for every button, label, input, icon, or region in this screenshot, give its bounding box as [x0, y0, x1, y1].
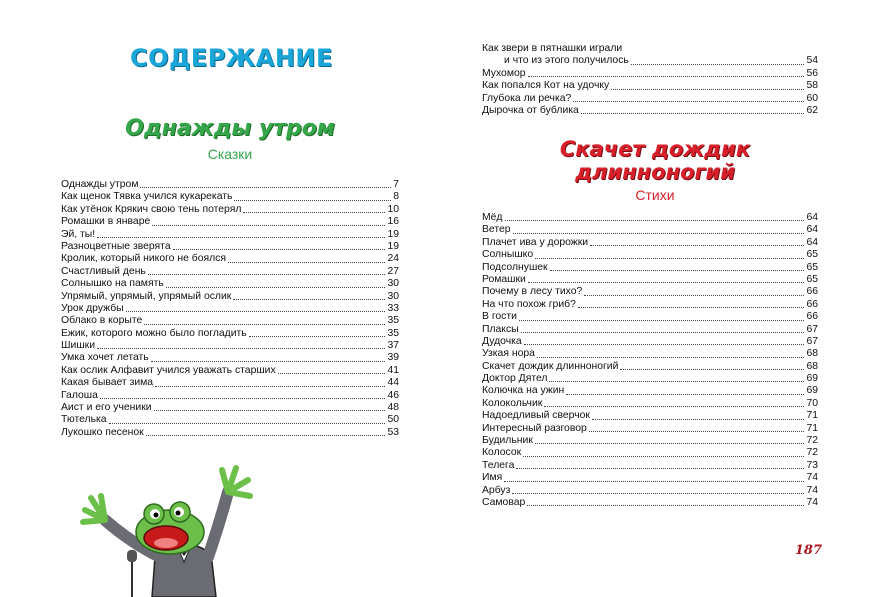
- toc-entry: [61, 427, 399, 439]
- toc-entry-title: Интересный разговор: [482, 422, 587, 434]
- toc-entry-title: Эй, ты!: [61, 228, 96, 240]
- toc-entry-title: Скачет дождик длинноногий: [482, 360, 619, 372]
- toc-entry: [61, 377, 399, 389]
- toc-entry-page: 64: [806, 224, 818, 236]
- toc-entry-leader: [249, 327, 386, 337]
- toc-entry-title: Узкая нора: [482, 348, 535, 360]
- toc-entry-leader: [151, 352, 386, 362]
- toc-entry-title: Арбуз: [482, 484, 511, 496]
- toc-entry-page: 60: [806, 92, 818, 104]
- toc-entry-page: 68: [806, 348, 818, 360]
- toc-entry-title: Плаксы: [482, 323, 519, 335]
- toc-entry: [482, 485, 818, 497]
- toc-entry-title: Колючка на ужин: [482, 385, 565, 397]
- toc-entry-title: Урок дружбы: [61, 302, 124, 314]
- toc-entry: [482, 361, 818, 373]
- toc-entry-page: 64: [806, 236, 818, 248]
- toc-entry-leader: [590, 236, 804, 246]
- toc-entry-leader: [528, 67, 805, 77]
- toc-entry-page: 8: [393, 191, 399, 203]
- toc-entry-page: 68: [806, 360, 818, 372]
- toc-entry-title: Как попался Кот на удочку: [482, 80, 610, 92]
- toc-entry-title: Телега: [482, 459, 515, 471]
- toc-entry-title: Как щенок Тявка учился кукарекать: [61, 191, 233, 203]
- toc-entry: [61, 328, 399, 340]
- toc-entry: [482, 212, 818, 224]
- toc-entry-leader: [144, 315, 385, 325]
- toc-entry-title: Как ослик Алфавит учился уважать старших: [61, 364, 276, 376]
- toc-entry: [482, 68, 818, 80]
- singing-frog-illustration: [60, 462, 260, 597]
- toc-entry-title: Ветер: [482, 224, 511, 236]
- toc-entry-page: 64: [806, 212, 818, 223]
- section-title-rain-line2: длинноногий: [575, 160, 735, 184]
- toc-entry-page: 67: [806, 323, 818, 335]
- toc-entry-leader: [523, 447, 804, 457]
- toc-entry-leader: [589, 422, 805, 432]
- toc-entry-leader: [544, 397, 804, 407]
- toc-entry-leader: [592, 410, 804, 420]
- toc-list-poems: [482, 212, 818, 509]
- toc-entry-title: Солнышко: [482, 249, 534, 261]
- toc-entry-title: Дудочка: [482, 335, 522, 347]
- toc-entry-page: 16: [387, 216, 399, 228]
- toc-entry: [482, 55, 818, 67]
- toc-entry-title: Ромашки в январе: [61, 216, 151, 228]
- toc-entry-leader: [233, 290, 385, 300]
- toc-entry-leader: [152, 216, 385, 226]
- toc-entry-title: Лукошко песенок: [61, 426, 144, 438]
- toc-entry-leader: [535, 249, 804, 259]
- toc-entry-leader: [109, 414, 386, 424]
- toc-entry-page: 65: [806, 273, 818, 285]
- toc-entry-leader: [578, 298, 805, 308]
- toc-entry-title: Шишки: [61, 340, 96, 352]
- toc-entry: [61, 179, 399, 191]
- toc-entry-leader: [527, 496, 804, 506]
- toc-entry-title: Счастливый день: [61, 265, 146, 277]
- toc-list-tales: [61, 179, 399, 439]
- toc-entry-page: 72: [806, 447, 818, 459]
- toc-entry-title: Колокольчик: [482, 397, 543, 409]
- toc-entry-leader: [524, 335, 805, 345]
- toc-entry-title: Надоедливый сверчок: [482, 410, 590, 422]
- toc-entry: [482, 299, 818, 311]
- toc-entry-title: Как утёнок Крякич свою тень потерял: [61, 203, 242, 215]
- toc-entry-title: В гости: [482, 311, 517, 323]
- toc-entry-title: Плачет ива у дорожки: [482, 236, 589, 248]
- toc-entry: [482, 224, 818, 236]
- toc-entry: [482, 262, 818, 274]
- toc-entry-title: Ромашки: [482, 273, 526, 285]
- toc-entry: [482, 497, 818, 509]
- toc-entry-title: На что похож гриб?: [482, 298, 576, 310]
- toc-entry-leader: [581, 104, 805, 114]
- toc-entry-title: Как звери в пятнашки играли: [482, 43, 623, 54]
- toc-entry-page: 69: [806, 373, 818, 385]
- toc-entry-page: 56: [806, 67, 818, 79]
- toc-entry-leader: [166, 278, 386, 288]
- page-number: 187: [794, 543, 822, 558]
- toc-entry-leader: [100, 389, 386, 399]
- toc-entry-page: 70: [806, 397, 818, 409]
- toc-entry-title: Глубока ли речка?: [482, 92, 572, 104]
- section-title-rain-line1: Скачет дождик: [559, 137, 751, 161]
- toc-entry-leader: [584, 286, 804, 296]
- toc-entry-title: Колосок: [482, 447, 522, 459]
- toc-entry-leader: [148, 265, 386, 275]
- toc-entry-leader: [146, 426, 386, 436]
- toc-entry-page: 73: [806, 459, 818, 471]
- toc-entry-title: Солнышко на память: [61, 278, 164, 290]
- toc-entry-page: 65: [806, 249, 818, 261]
- toc-entry-page: 72: [806, 435, 818, 447]
- toc-entry: [482, 43, 818, 55]
- toc-entry: [482, 460, 818, 472]
- toc-entry-page: 44: [387, 377, 399, 389]
- toc-entry-page: 35: [387, 315, 399, 327]
- toc-entry: [482, 336, 818, 348]
- toc-entry-page: 35: [387, 327, 399, 339]
- toc-entry: [61, 241, 399, 253]
- toc-entry-page: 37: [387, 340, 399, 352]
- toc-entry: [482, 373, 818, 385]
- toc-entry-page: 66: [806, 286, 818, 298]
- toc-entry-page: 71: [806, 422, 818, 434]
- toc-entry-leader: [611, 80, 804, 90]
- toc-entry-page: 67: [806, 335, 818, 347]
- toc-entry: [482, 93, 818, 105]
- section-subtitle-poems: Стихи: [635, 187, 675, 203]
- toc-entry-page: 10: [387, 203, 399, 215]
- toc-entry-title: Разноцветные зверята: [61, 240, 171, 252]
- toc-entry-title: Галоша: [61, 389, 98, 401]
- contents-title: СОДЕРЖАНИЕ: [130, 44, 333, 72]
- toc-entry-title: Однажды утром: [61, 179, 139, 190]
- toc-entry-title: Ежик, которого можно было погладить: [61, 327, 247, 339]
- toc-entry-title: Будильник: [482, 435, 533, 447]
- toc-entry-page: 66: [806, 298, 818, 310]
- toc-entry-page: 46: [387, 389, 399, 401]
- toc-entry-leader: [516, 459, 804, 469]
- toc-entry-title: Облако в корыте: [61, 315, 143, 327]
- toc-entry: [61, 229, 399, 241]
- toc-entry-page: 54: [806, 55, 818, 67]
- toc-entry-title: Доктор Дятел: [482, 373, 548, 385]
- toc-entry-title: Имя: [482, 472, 503, 484]
- toc-entry-page: 53: [387, 426, 399, 438]
- toc-entry: [482, 249, 818, 261]
- toc-entry-page: 58: [806, 80, 818, 92]
- toc-entry-page: 27: [387, 265, 399, 277]
- toc-entry-page: 66: [806, 311, 818, 323]
- toc-entry-title: Дырочка от бублика: [482, 104, 579, 116]
- toc-entry-leader: [228, 253, 385, 263]
- toc-entry: [482, 472, 818, 484]
- toc-entry: [61, 303, 399, 315]
- toc-entry-leader: [126, 302, 386, 312]
- toc-entry: [482, 410, 818, 422]
- toc-entry: [482, 80, 818, 92]
- toc-list-continued: [482, 43, 818, 117]
- toc-entry-page: 19: [387, 240, 399, 252]
- toc-entry-leader: [566, 385, 804, 395]
- toc-entry: [61, 266, 399, 278]
- toc-entry: [61, 278, 399, 290]
- toc-entry-leader: [234, 191, 391, 201]
- toc-entry-leader: [97, 228, 385, 238]
- section-subtitle-tales: Сказки: [207, 146, 253, 162]
- toc-entry-page: 30: [387, 278, 399, 290]
- toc-entry: [482, 311, 818, 323]
- toc-entry-leader: [631, 55, 805, 65]
- toc-entry-page: 41: [387, 364, 399, 376]
- toc-entry-title: Мухомор: [482, 67, 526, 79]
- toc-entry: [61, 315, 399, 327]
- toc-entry-leader: [528, 273, 805, 283]
- toc-entry-title: Тютелька: [61, 414, 107, 426]
- toc-entry: [482, 348, 818, 360]
- toc-entry-leader: [505, 211, 805, 221]
- toc-entry-page: 50: [387, 414, 399, 426]
- toc-entry-page: 24: [387, 253, 399, 265]
- toc-entry: [61, 204, 399, 216]
- toc-entry-leader: [243, 203, 385, 213]
- toc-entry: [482, 385, 818, 397]
- toc-entry-page: 30: [387, 290, 399, 302]
- toc-entry-leader: [573, 92, 804, 102]
- toc-entry: [61, 191, 399, 203]
- toc-entry-leader: [512, 484, 804, 494]
- toc-entry-page: 7: [393, 179, 399, 190]
- toc-entry: [482, 324, 818, 336]
- toc-entry-title: Упрямый, упрямый, упрямый ослик: [61, 290, 232, 302]
- toc-entry-leader: [521, 323, 805, 333]
- toc-entry-title: Подсолнушек: [482, 261, 548, 273]
- toc-entry-leader: [173, 240, 386, 250]
- toc-entry-page: 74: [806, 472, 818, 484]
- toc-entry: [482, 237, 818, 249]
- toc-entry: [61, 402, 399, 414]
- toc-entry-title: Умка хочет летать: [61, 352, 149, 364]
- toc-entry-title: Мёд: [482, 212, 503, 223]
- toc-entry-page: 71: [806, 410, 818, 422]
- toc-entry: [482, 447, 818, 459]
- toc-entry-title: Аист и его ученики: [61, 402, 152, 414]
- toc-entry: [61, 365, 399, 377]
- toc-entry: [482, 398, 818, 410]
- toc-entry-leader: [535, 434, 805, 444]
- toc-entry-page: 69: [806, 385, 818, 397]
- toc-entry-leader: [504, 472, 804, 482]
- toc-entry: [482, 423, 818, 435]
- toc-entry-title: Самовар: [482, 496, 526, 508]
- toc-entry: [61, 340, 399, 352]
- toc-entry-page: 48: [387, 402, 399, 414]
- toc-entry: [482, 435, 818, 447]
- toc-entry-leader: [519, 311, 805, 321]
- toc-entry-leader: [154, 401, 386, 411]
- toc-entry: [61, 414, 399, 426]
- toc-entry-page: 74: [806, 496, 818, 508]
- toc-entry-title: Кролик, который никого не боялся: [61, 253, 226, 265]
- toc-entry-leader: [155, 377, 385, 387]
- toc-entry: [61, 253, 399, 265]
- toc-entry-title: и что из этого получилось: [504, 55, 629, 67]
- toc-entry-title: Какая бывает зима: [61, 377, 154, 389]
- toc-entry-leader: [513, 224, 805, 234]
- toc-entry-page: 62: [806, 104, 818, 116]
- toc-entry: [61, 352, 399, 364]
- toc-entry-page: 65: [806, 261, 818, 273]
- toc-entry-leader: [278, 364, 386, 374]
- toc-entry-page: 39: [387, 352, 399, 364]
- toc-entry-leader: [620, 360, 804, 370]
- section-title-once-morning: Однажды утром: [125, 116, 335, 141]
- toc-entry-page: 19: [387, 228, 399, 240]
- toc-entry-leader: [97, 339, 385, 349]
- toc-entry-leader: [537, 348, 805, 358]
- toc-entry-page: 74: [806, 484, 818, 496]
- toc-entry-page: 33: [387, 302, 399, 314]
- toc-entry-title: Почему в лесу тихо?: [482, 286, 583, 298]
- toc-entry-leader: [549, 372, 804, 382]
- toc-entry: [482, 286, 818, 298]
- toc-entry: [61, 291, 399, 303]
- toc-entry: [482, 105, 818, 117]
- toc-entry-leader: [140, 178, 391, 188]
- toc-entry: [61, 216, 399, 228]
- toc-entry: [482, 274, 818, 286]
- section-title-rain: [520, 138, 790, 184]
- toc-entry: [61, 390, 399, 402]
- toc-entry-leader: [550, 261, 805, 271]
